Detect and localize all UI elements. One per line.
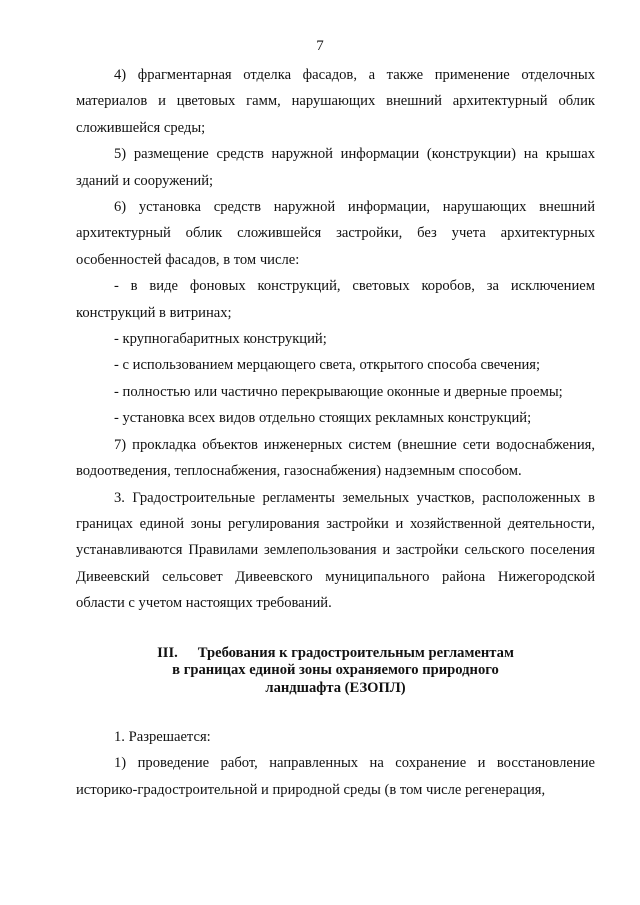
section-number: III. <box>157 644 178 661</box>
page-number: 7 <box>316 38 324 54</box>
section-title-part-1: Требования к градостроительным регламентам <box>197 644 514 661</box>
section-title-part-2: в границах единой зоны охраняемого природного <box>172 662 499 679</box>
paragraph-item-4: 4) фрагментарная отделка фасадов, а также применение отделочных материалов и цветовых гамм, нарушающих внешний архитектурный облик сложившейся среды; <box>76 67 595 136</box>
document-body <box>76 62 595 803</box>
paragraph-item-5: 5) размещение средств наружной информации (конструкции) на крышах зданий и сооружений; <box>76 146 595 189</box>
paragraph-permitted-item-1: 1) проведение работ, направленных на сохранение и восстановление историко-градостроительной и природной среды (в том числе регенерация, <box>76 755 595 798</box>
paragraph-subitem-flicker: - с использованием мерцающего света, открытого способа свечения; <box>114 357 541 374</box>
paragraph-clause-3: 3. Градостроительные регламенты земельных участков, расположенных в границах единой зоны регулирования застройки и хозяйственной деятельности, устанавливаются Правилами землепользования и застройки сельского поселения Дивеевский сельсовет Дивеевского муниципального района Нижегородской области с учетом настоящих требований. <box>76 489 595 612</box>
paragraph-permitted: 1. Разрешается: <box>114 729 211 746</box>
paragraph-subitem-freestanding: - установка всех видов отдельно стоящих рекламных конструкций; <box>114 410 532 427</box>
paragraph-subitem-windows: - полностью или частично перекрывающие оконные и дверные проемы; <box>114 383 563 400</box>
paragraph-item-6: 6) установка средств наружной информации, нарушающих внешний архитектурный облик сложившейся застройки, без учета архитектурных особенностей фасадов, в том числе: <box>76 199 595 268</box>
paragraph-item-7: 7) прокладка объектов инженерных систем (внешние сети водоснабжения, водоотведения, теплоснабжения, газоснабжения) надземным способом. <box>76 436 595 480</box>
section-title-part-3: ландшафта (ЕЗОПЛ) <box>265 679 406 696</box>
paragraph-subitem-large: - крупногабаритных конструкций; <box>114 331 327 348</box>
paragraph-subitem-fon: - в виде фоновых конструкций, световых коробов, за исключением конструкций в витринах; <box>76 278 595 321</box>
section-heading-line-1 <box>76 645 595 663</box>
section-heading <box>76 645 595 698</box>
